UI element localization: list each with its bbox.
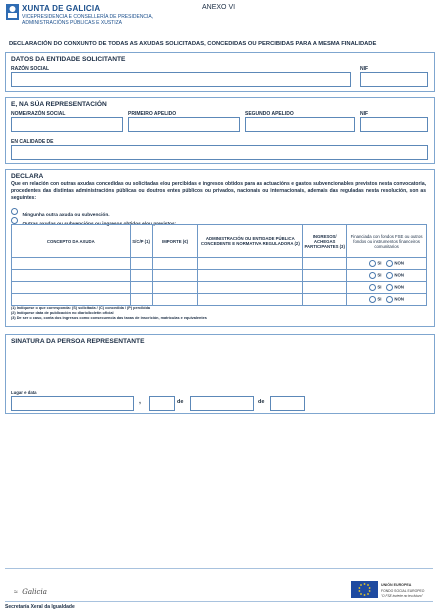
- place-input[interactable]: [11, 396, 134, 411]
- footer-rule-top: [5, 568, 433, 569]
- main-title: DECLARACIÓN DO CONXUNTO DE TODAS AS AXUDAS SOLICITADAS, CONCEDIDAS OU PERCIBIDAS PARA A MESMA FINALIDADE: [9, 41, 377, 47]
- fse-no-label: NON: [394, 260, 404, 266]
- cell-administration[interactable]: [198, 294, 303, 306]
- cell-administration[interactable]: [198, 282, 303, 294]
- cell-concept[interactable]: [12, 282, 131, 294]
- fse-no-radio[interactable]: [386, 272, 393, 279]
- de-label-2: de: [258, 399, 265, 405]
- cell-amount[interactable]: [152, 270, 198, 282]
- cell-concept[interactable]: [12, 270, 131, 282]
- cell-concept[interactable]: [12, 294, 131, 306]
- option-no-aid-label: Ningunha outra axuda ou subvención.: [22, 213, 110, 218]
- footer-rule-bottom: [5, 601, 433, 602]
- department-label: Secretaría Xeral da Igualdade: [5, 604, 75, 610]
- year-input[interactable]: [270, 396, 305, 411]
- declara-section-title: DECLARA: [11, 173, 44, 180]
- de-label-1: de: [177, 399, 184, 405]
- representative-section-title: E, NA SÚA REPRESENTACIÓN: [11, 101, 107, 108]
- entity-section-title: DATOS DA ENTIDADE SOLICITANTE: [11, 56, 126, 63]
- annex-label: ANEXO VI: [202, 4, 236, 11]
- cell-income[interactable]: [303, 270, 347, 282]
- table-row: [12, 282, 427, 294]
- rep-surname2-label: SEGUNDO APELIDO: [245, 111, 294, 117]
- col-income: INGRESOS/ ACHEGAS PARTICIPANTES (3): [303, 225, 347, 258]
- entity-nif-label: NIF: [360, 66, 369, 72]
- fse-yes-label: SI: [377, 260, 382, 266]
- fse-no-label: NON: [394, 284, 404, 290]
- rep-name-label: NOME/RAZÓN SOCIAL: [11, 111, 66, 117]
- cell-scp[interactable]: [130, 294, 152, 306]
- rep-surname1-label: PRIMEIRO APELIDO: [128, 111, 177, 117]
- razon-social-input[interactable]: [11, 72, 351, 87]
- cell-fse: [347, 270, 427, 282]
- cell-administration[interactable]: [198, 270, 303, 282]
- cell-administration[interactable]: [198, 258, 303, 270]
- fse-yes-label: SI: [377, 284, 382, 290]
- cell-scp[interactable]: [130, 282, 152, 294]
- cell-fse: [347, 294, 427, 306]
- col-fse: Financiada con fondos FSE ou outros fondos ou instrumentos financeiros comunitarios: [347, 225, 427, 258]
- fse-yes-radio[interactable]: [369, 272, 376, 279]
- rep-quality-label: EN CALIDADE DE: [11, 139, 54, 145]
- note-2: (2) Indíquese data de publicación no diario/boletín oficial: [11, 311, 114, 315]
- entity-nif-input[interactable]: [360, 72, 428, 87]
- eu-line-3: "O FSE invierte no teu futuro": [381, 594, 423, 598]
- col-scp: S/C/P (1): [130, 225, 152, 258]
- rep-surname1-input[interactable]: [128, 117, 240, 132]
- declara-text: Que en relación con outras axudas concedidas ou solicitadas e/ou percibidas e ingresos obtidos para as actuacións e gastos subvencionables previstos nesta convocatoria, procedentes das distintas administracións públicas ou doutros entes públicos ou privados, nacionais ou internacionais, ademais das reguladas nesta resolución, son as seguintes:: [11, 181, 426, 201]
- galicia-wave-icon: ≈: [14, 589, 18, 596]
- cell-amount[interactable]: [152, 294, 198, 306]
- galicia-logo-text: Galicia: [22, 588, 47, 596]
- xunta-logo: [6, 4, 19, 20]
- fse-yes-label: SI: [377, 272, 382, 278]
- table-row: [12, 258, 427, 270]
- table-row: [12, 294, 427, 306]
- col-amount: IMPORTE (€): [152, 225, 198, 258]
- month-input[interactable]: [190, 396, 254, 411]
- col-administration: ADMINISTRACIÓN OU ENTIDADE PÚBLICA CONCEDENTE E NORMATIVA REGULADORA (2): [198, 225, 303, 258]
- eu-line-1: UNIÓN EUROPEA: [381, 583, 412, 587]
- cell-income[interactable]: [303, 294, 347, 306]
- note-1: (1) Indíquese o que corresponda: (S) solicitada / (C) concedida / (P) percibida: [11, 306, 151, 310]
- table-row: [12, 270, 427, 282]
- day-input[interactable]: [149, 396, 175, 411]
- fse-no-radio[interactable]: [386, 284, 393, 291]
- rep-nif-label: NIF: [360, 111, 369, 117]
- rep-surname2-input[interactable]: [245, 117, 355, 132]
- cell-concept[interactable]: [12, 258, 131, 270]
- place-date-label: Lugar e data: [11, 390, 37, 395]
- cell-scp[interactable]: [130, 258, 152, 270]
- rep-name-input[interactable]: [11, 117, 123, 132]
- option-other-aid-label: Outras axudas ou subvencións ou ingresos obtidos e/ou previstos:: [22, 222, 177, 227]
- cell-income[interactable]: [303, 258, 347, 270]
- fse-no-radio[interactable]: [386, 296, 393, 303]
- cell-fse: [347, 258, 427, 270]
- rep-quality-input[interactable]: [11, 145, 428, 160]
- org-subtitle-1: VICEPRESIDENCIA E CONSELLERÍA DE PRESIDENCIA,: [22, 14, 154, 20]
- cell-amount[interactable]: [152, 282, 198, 294]
- signature-section-title: SINATURA DA PERSOA REPRESENTANTE: [11, 338, 145, 345]
- fse-yes-radio[interactable]: [369, 296, 376, 303]
- eu-line-2: FONDO SOCIAL EUROPEO: [381, 589, 425, 593]
- fse-yes-label: SI: [377, 296, 382, 302]
- aid-table: [11, 224, 427, 306]
- rep-nif-input[interactable]: [360, 117, 428, 132]
- cell-amount[interactable]: [152, 258, 198, 270]
- comma-sep: ,: [139, 398, 141, 405]
- cell-scp[interactable]: [130, 270, 152, 282]
- note-3: (3) De ser o caso, conta dos ingresos como consecuencia das taxas de inscrición, matrículas e equivalentes: [11, 316, 207, 320]
- fse-no-radio[interactable]: [386, 260, 393, 267]
- eu-flag-icon: [351, 581, 378, 598]
- org-name: XUNTA DE GALICIA: [22, 4, 101, 13]
- cell-fse: [347, 282, 427, 294]
- fse-no-label: NON: [394, 272, 404, 278]
- cell-income[interactable]: [303, 282, 347, 294]
- fse-yes-radio[interactable]: [369, 284, 376, 291]
- fse-no-label: NON: [394, 296, 404, 302]
- org-subtitle-2: ADMINISTRACIÓNS PÚBLICAS E XUSTIZA: [22, 20, 123, 26]
- fse-yes-radio[interactable]: [369, 260, 376, 267]
- col-concept: CONCEPTO DA AXUDA: [12, 225, 131, 258]
- galicia-footer-logo: [14, 581, 47, 599]
- razon-social-label: RAZÓN SOCIAL: [11, 66, 50, 72]
